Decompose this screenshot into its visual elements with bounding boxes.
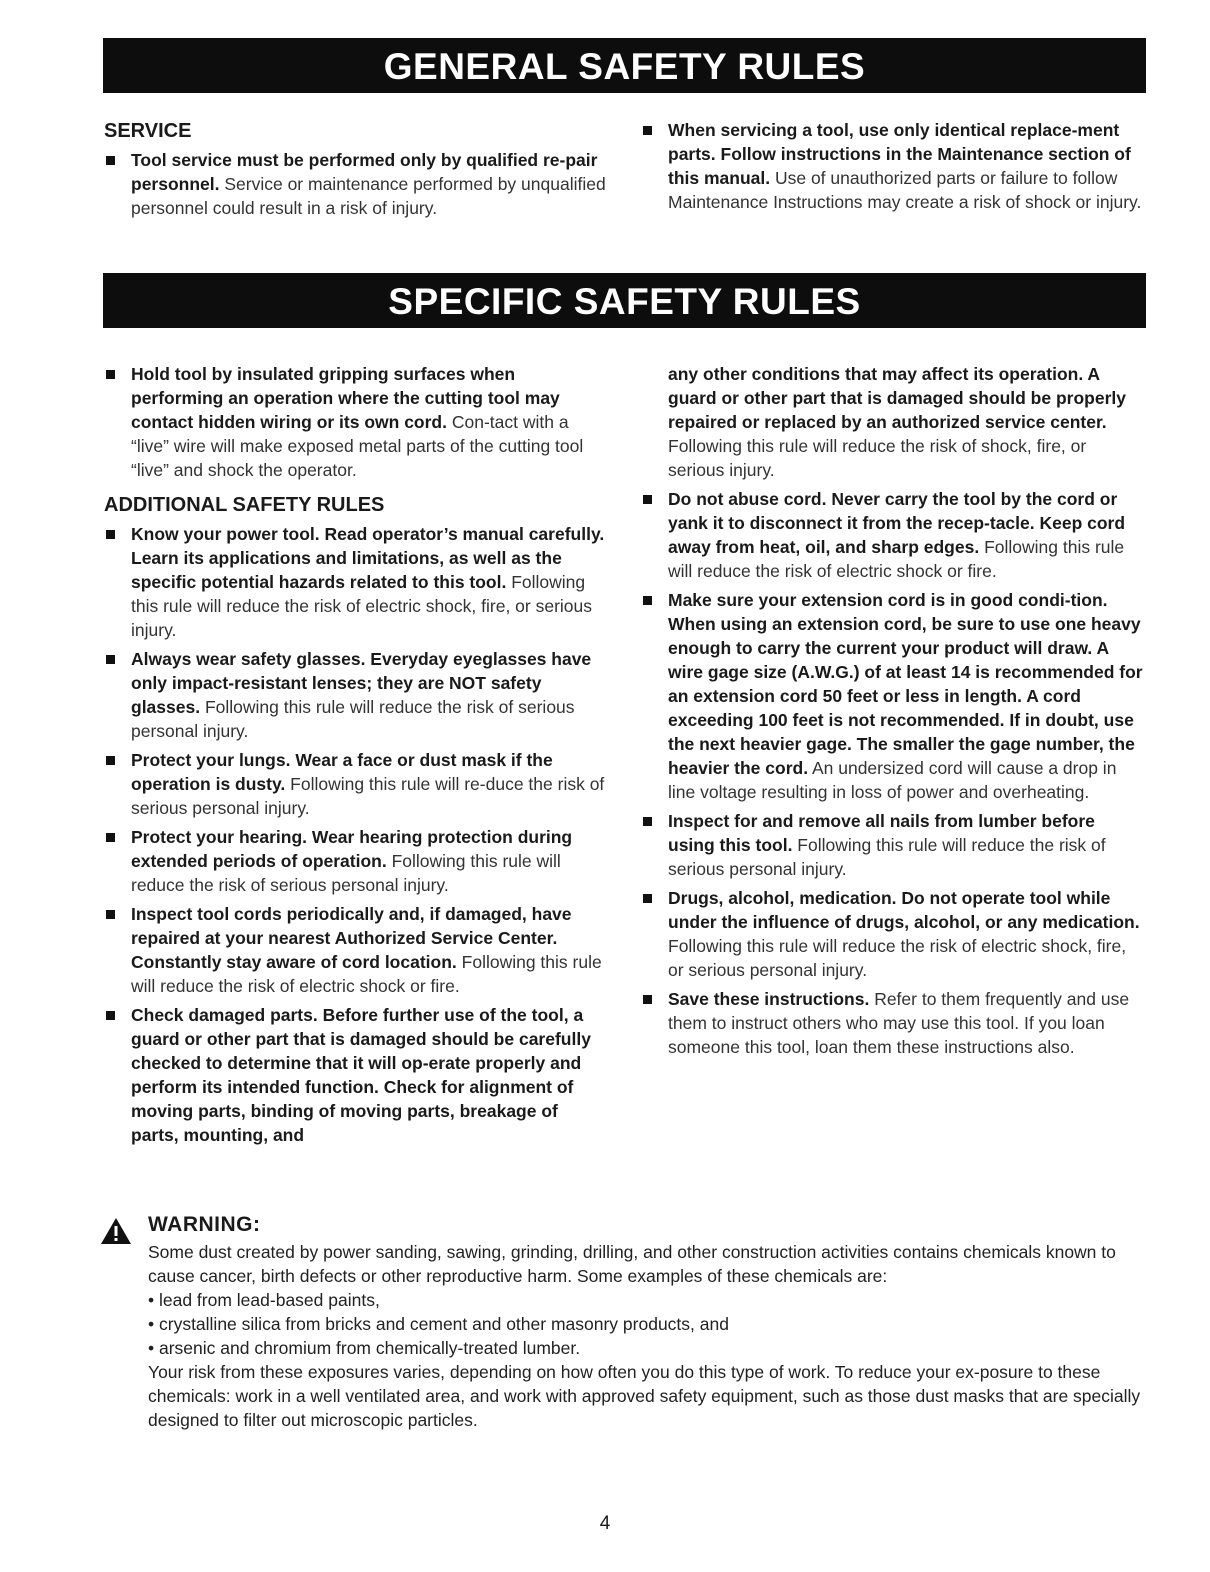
service-item-identical-parts: [641, 118, 1146, 214]
service-item-qualified-text: Service or maintenance performed by unqualified personnel could result in a risk of injury.: [131, 174, 606, 218]
rule-damaged-parts-continued-text: Following this rule will reduce the risk of shock, fire, or serious injury.: [668, 436, 1087, 480]
bullet-square-icon: [643, 495, 652, 504]
bullet-square-icon: [106, 910, 115, 919]
rule-know-tool-bold: Know your power tool. Read operator’s manual carefully. Learn its applications and limitations, as well as the specific potential hazards related to this tool.: [131, 524, 605, 592]
specific-left-column: [104, 362, 609, 1152]
rule-extension-cord-text: An undersized cord will cause a drop in line voltage resulting in loss of power and overheating.: [668, 758, 1117, 802]
general-safety-rules-banner: GENERAL SAFETY RULES: [103, 38, 1146, 93]
page-number: 4: [599, 1513, 611, 1534]
rule-insulated-gripping: [104, 362, 609, 482]
warning-body: [148, 1240, 1148, 1432]
specific-safety-rules-banner: SPECIFIC SAFETY RULES: [103, 273, 1146, 328]
warning-title: WARNING:: [148, 1213, 261, 1236]
rule-save-instructions: [641, 987, 1146, 1059]
warning-triangle-icon: [100, 1217, 132, 1245]
rule-damaged-parts-bold: Check damaged parts. Before further use of the tool, a guard or other part that is damaged should be carefully checked to determine that it will op-erate properly and perform its intended function. Check for alignment of moving parts, binding of moving parts, breakage of parts, mounting, and: [131, 1005, 591, 1145]
bullet-square-icon: [106, 370, 115, 379]
service-item-qualified: [104, 148, 609, 220]
warning-bullet-arsenic: • arsenic and chromium from chemically-treated lumber.: [148, 1338, 581, 1358]
rule-drugs-alcohol: [641, 886, 1146, 982]
service-heading: SERVICE: [104, 120, 192, 142]
rule-remove-nails-bold: Inspect for and remove all nails from lumber before using this tool.: [668, 811, 1095, 855]
rule-inspect-cords: [104, 902, 609, 998]
rule-safety-glasses-bold: Always wear safety glasses. Everyday eyeglasses have only impact-resistant lenses; they are NOT safety glasses.: [131, 649, 592, 717]
bullet-square-icon: [106, 530, 115, 539]
warning-bullet-lead: • lead from lead-based paints,: [148, 1290, 380, 1310]
bullet-square-icon: [106, 1011, 115, 1020]
rule-abuse-cord-text: Following this rule will reduce the risk of electric shock or fire.: [668, 537, 1125, 581]
rule-protect-hearing-text: Following this rule will reduce the risk of serious personal injury.: [131, 851, 561, 895]
rule-extension-cord: [641, 588, 1146, 804]
rule-protect-lungs: [104, 748, 609, 820]
service-item-qualified-bold: Tool service must be performed only by qualified re-pair personnel.: [131, 150, 598, 194]
bullet-square-icon: [643, 126, 652, 135]
rule-extension-cord-bold: Make sure your extension cord is in good condi-tion. When using an extension cord, be sure to use one heavy enough to carry the current your product will draw. A wire gage size (A.W.G.) of at least 14 is recommended for an extension cord 50 feet or less in length. A cord exceeding 100 feet is not recommended. If in doubt, use the next heavier gage. The smaller the gage number, the heavier the cord.: [668, 590, 1143, 778]
rule-save-instructions-bold: Save these instructions.: [668, 989, 870, 1009]
additional-safety-rules-heading: ADDITIONAL SAFETY RULES: [104, 494, 385, 516]
rule-protect-hearing-bold: Protect your hearing. Wear hearing protection during extended periods of operation.: [131, 827, 573, 871]
rule-insulated-gripping-text: Con-tact with a “live” wire will make exposed metal parts of the cutting tool “live” and shock the operator.: [131, 412, 584, 480]
rule-protect-lungs-bold: Protect your lungs. Wear a face or dust mask if the operation is dusty.: [131, 750, 553, 794]
service-left-column: [104, 118, 609, 225]
rule-abuse-cord: [641, 487, 1146, 583]
bullet-square-icon: [643, 995, 652, 1004]
bullet-square-icon: [106, 655, 115, 664]
service-right-column: [641, 118, 1146, 219]
rule-drugs-alcohol-text: Following this rule will reduce the risk of electric shock, fire, or serious personal injury.: [668, 936, 1127, 980]
rule-drugs-alcohol-bold: Drugs, alcohol, medication. Do not operate tool while under the influence of drugs, alcohol, or any medication.: [668, 888, 1140, 932]
rule-know-tool-text: Following this rule will reduce the risk of electric shock, fire, or serious injury.: [131, 572, 592, 640]
rule-safety-glasses-text: Following this rule will reduce the risk of serious personal injury.: [131, 697, 575, 741]
rule-save-instructions-text: Refer to them frequently and use them to instruct others who may use this tool. If you loan someone this tool, loan them these instructions also.: [668, 989, 1130, 1057]
bullet-square-icon: [106, 756, 115, 765]
rule-insulated-gripping-bold: Hold tool by insulated gripping surfaces when performing an operation where the cutting tool may contact hidden wiring or its own cord.: [131, 364, 560, 432]
bullet-square-icon: [106, 833, 115, 842]
service-item-identical-parts-text: Use of unauthorized parts or failure to follow Maintenance Instructions may create a risk of shock or injury.: [668, 168, 1142, 212]
bullet-square-icon: [106, 156, 115, 165]
rule-damaged-parts-continued-bold: any other conditions that may affect its operation. A guard or other part that is damaged should be properly repaired or replaced by an authorized service center.: [668, 364, 1126, 432]
rule-damaged-parts-continued: [641, 362, 1146, 482]
rule-remove-nails: [641, 809, 1146, 881]
rule-remove-nails-text: Following this rule will reduce the risk of serious personal injury.: [668, 835, 1106, 879]
service-item-identical-parts-bold: When servicing a tool, use only identical replace-ment parts. Follow instructions in the Maintenance section of this manual.: [668, 120, 1131, 188]
warning-intro: Some dust created by power sanding, sawing, grinding, drilling, and other construction activities contains chemicals known to cause cancer, birth defects or other reproductive harm. Some examples of these chemicals are:: [148, 1242, 1116, 1286]
rule-inspect-cords-text: Following this rule will reduce the risk of electric shock or fire.: [131, 952, 602, 996]
rule-safety-glasses: [104, 647, 609, 743]
rule-damaged-parts: [104, 1003, 609, 1147]
rule-protect-lungs-text: Following this rule will re-duce the risk of serious personal injury.: [131, 774, 605, 818]
warning-outro: Your risk from these exposures varies, depending on how often you do this type of work. To reduce your ex-posure to these chemicals: work in a well ventilated area, and work with approved safety equipment, such as those dust masks that are specially designed to filter out microscopic particles.: [148, 1362, 1141, 1430]
bullet-square-icon: [643, 817, 652, 826]
rule-abuse-cord-bold: Do not abuse cord. Never carry the tool by the cord or yank it to disconnect it from the recep-tacle. Keep cord away from heat, oil, and sharp edges.: [668, 489, 1126, 557]
specific-right-column: [641, 362, 1146, 1064]
rule-know-tool: [104, 522, 609, 642]
bullet-square-icon: [643, 894, 652, 903]
bullet-square-icon: [643, 596, 652, 605]
rule-inspect-cords-bold: Inspect tool cords periodically and, if damaged, have repaired at your nearest Authorized Service Center. Constantly stay aware of cord location.: [131, 904, 572, 972]
rule-protect-hearing: [104, 825, 609, 897]
warning-bullet-silica: • crystalline silica from bricks and cement and other masonry products, and: [148, 1314, 729, 1334]
